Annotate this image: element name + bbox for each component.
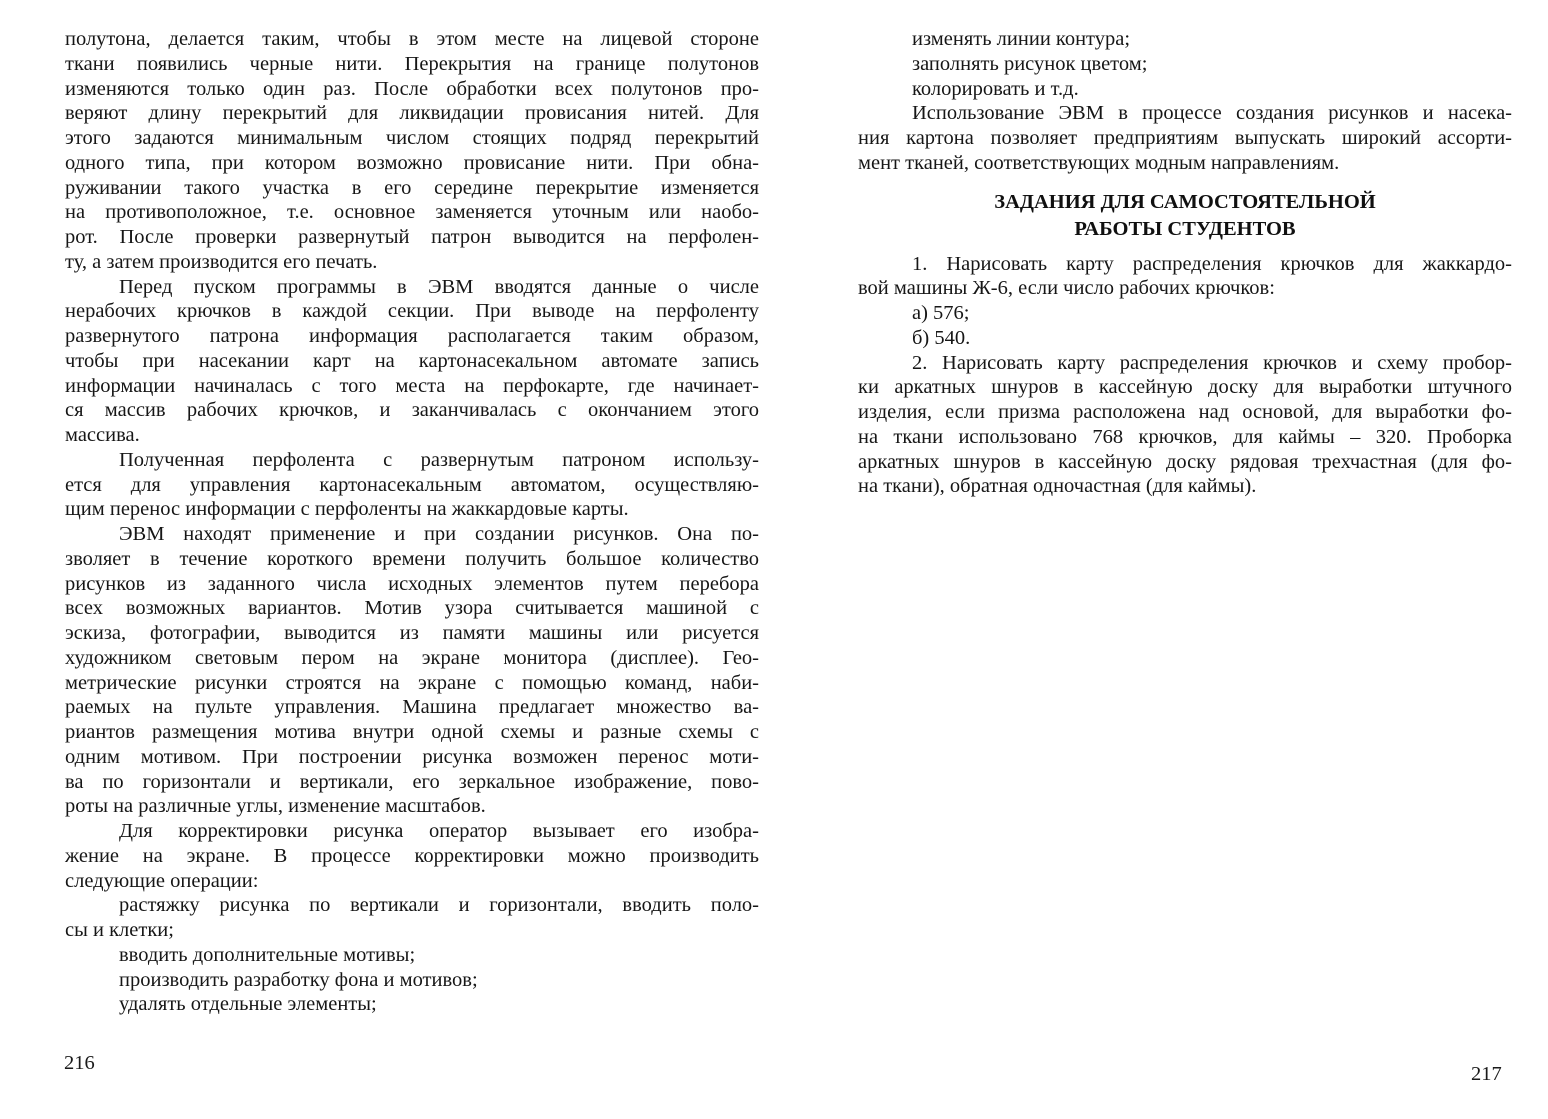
text-line: художником световым пером на экране монитора (дисплее). Гео- (65, 646, 759, 669)
text-line: изделия, если призма расположена над основой, для выработки фо- (858, 401, 1512, 423)
left-page-text-column (65, 27, 759, 1017)
text-line: на противоположное, т.е. основное заменяется уточным или наобо- (65, 201, 759, 224)
text-line: рисунков из заданного числа исходных элементов путем перебора (65, 572, 759, 595)
text-line: щим перенос информации с перфоленты на жаккардовые карты. (65, 498, 629, 521)
text-line: Для корректировки рисунка оператор вызывает его изобра- (119, 820, 759, 842)
text-line: нерабочих крючков в каждой секции. При выводе на перфоленту (65, 300, 759, 323)
paragraph (858, 351, 1512, 500)
text-line: этого задаются минимальным числом стоящих подряд перекрытий (65, 127, 759, 149)
paragraph (65, 893, 759, 943)
paragraph (65, 27, 759, 275)
text-line: изменяются только один раз. После обработки всех полутонов про- (65, 77, 759, 100)
section-heading (858, 189, 1512, 243)
text-line: информации начиналась с того места на перфокарте, где начинает- (65, 374, 759, 397)
text-line: веряют длину перекрытий для ликвидации провисания нитей. Для (65, 102, 759, 125)
text-line: ЭВМ находят применение и при создании рисунков. Она по- (119, 523, 759, 545)
text-line: вводить дополнительные мотивы; (119, 943, 416, 966)
paragraph (858, 101, 1512, 175)
text-line: одного типа, при котором возможно провисание нити. При обна- (65, 151, 759, 174)
text-line: массива. (65, 424, 140, 446)
text-line: следующие операции: (65, 869, 259, 892)
text-line: 2. Нарисовать карту распределения крючков и схему пробор- (912, 351, 1512, 374)
text-line: одним мотивом. При построении рисунка возможен перенос моти- (65, 745, 759, 768)
paragraph (858, 301, 1512, 326)
paragraph (858, 77, 1512, 102)
text-line: аркатных шнуров в кассейную доску рядовая трехчастная (для фо- (858, 450, 1512, 473)
paragraph (65, 819, 759, 893)
section-heading-line: РАБОТЫ СТУДЕНТОВ (1074, 217, 1296, 240)
text-line: развернутого патрона информация располагается таким образом, (65, 325, 759, 347)
text-line: ва по горизонтали и вертикали, его зеркальное изображение, пово- (65, 770, 759, 793)
text-line: ткани появились черные нити. Перекрытия на границе полутонов (65, 52, 759, 75)
text-line: 1. Нарисовать карту распределения крючков для жаккардо- (912, 252, 1512, 275)
text-line: колорировать и т.д. (912, 77, 1079, 100)
text-line: полутона, делается таким, чтобы в этом месте на лицевой стороне (65, 28, 759, 50)
text-line: вой машины Ж-6, если число рабочих крючков: (858, 277, 1275, 300)
text-line: жение на экране. В процессе корректировки можно производить (65, 844, 759, 867)
text-line: чтобы при насекании карт на картонасекальном автомате запись (65, 349, 759, 372)
text-line: руживании такого участка в его середине перекрытие изменяется (65, 176, 759, 199)
text-line: растяжку рисунка по вертикали и горизонтали, вводить поло- (119, 894, 759, 917)
text-line: изменять линии контура; (912, 28, 1131, 50)
text-line: Перед пуском программы в ЭВМ вводятся данные о числе (119, 275, 759, 298)
text-line: а) 576; (912, 302, 970, 324)
page-number-right: 217 (1471, 1063, 1502, 1085)
page-number-left: 216 (64, 1052, 95, 1074)
paragraph (65, 968, 759, 993)
paragraph (65, 943, 759, 968)
text-line: рот. После проверки развернутый патрон выводится на перфолен- (65, 226, 759, 248)
text-line: метрические рисунки строятся на экране с помощью команд, наби- (65, 671, 759, 694)
paragraph (858, 326, 1512, 351)
text-line: на ткани), обратная одночастная (для каймы). (858, 475, 1257, 498)
section-heading-line: ЗАДАНИЯ ДЛЯ САМОСТОЯТЕЛЬНОЙ (994, 190, 1376, 213)
text-line: сы и клетки; (65, 919, 174, 941)
paragraph (858, 252, 1512, 302)
text-line: риантов размещения мотива внутри одной схемы и разные схемы с (65, 721, 759, 743)
text-line: б) 540. (912, 326, 971, 349)
paragraph (65, 448, 759, 522)
text-line: Полученная перфолента с развернутым патроном использу- (119, 448, 759, 471)
text-line: мент тканей, соответствующих модным направлениям. (858, 151, 1340, 174)
paragraph (858, 27, 1512, 52)
paragraph (65, 992, 759, 1017)
text-line: производить разработку фона и мотивов; (119, 968, 478, 991)
text-line: ния картона позволяет предприятиям выпускать широкий ассорти- (858, 127, 1512, 149)
text-line: зволяет в течение короткого времени получить большое количество (65, 547, 759, 570)
text-line: эскиза, фотографии, выводится из памяти машины или рисуется (65, 622, 759, 644)
right-page-text-column (858, 27, 1512, 499)
text-line: роты на различные углы, изменение масштабов. (65, 795, 486, 818)
text-line: Использование ЭВМ в процессе создания рисунков и насека- (912, 102, 1512, 125)
text-line: ется для управления картонасекальным автоматом, осуществляю- (65, 473, 759, 496)
paragraph (65, 275, 759, 448)
text-line: на ткани использовано 768 крючков, для каймы – 320. Проборка (858, 425, 1512, 448)
text-line: раемых на пульте управления. Машина предлагает множество ва- (65, 696, 759, 719)
text-line: ту, а затем производится его печать. (65, 250, 378, 273)
text-line: заполнять рисунок цветом; (912, 52, 1148, 75)
text-line: всех возможных вариантов. Мотив узора считывается машиной с (65, 597, 759, 620)
paragraph (65, 522, 759, 819)
text-line: ки аркатных шнуров в кассейную доску для выработки штучного (858, 376, 1512, 399)
paragraph (858, 52, 1512, 77)
text-line: удалять отдельные элементы; (119, 993, 377, 1016)
text-line: ся массив рабочих крючков, и заканчивалась с окончанием этого (65, 399, 759, 422)
